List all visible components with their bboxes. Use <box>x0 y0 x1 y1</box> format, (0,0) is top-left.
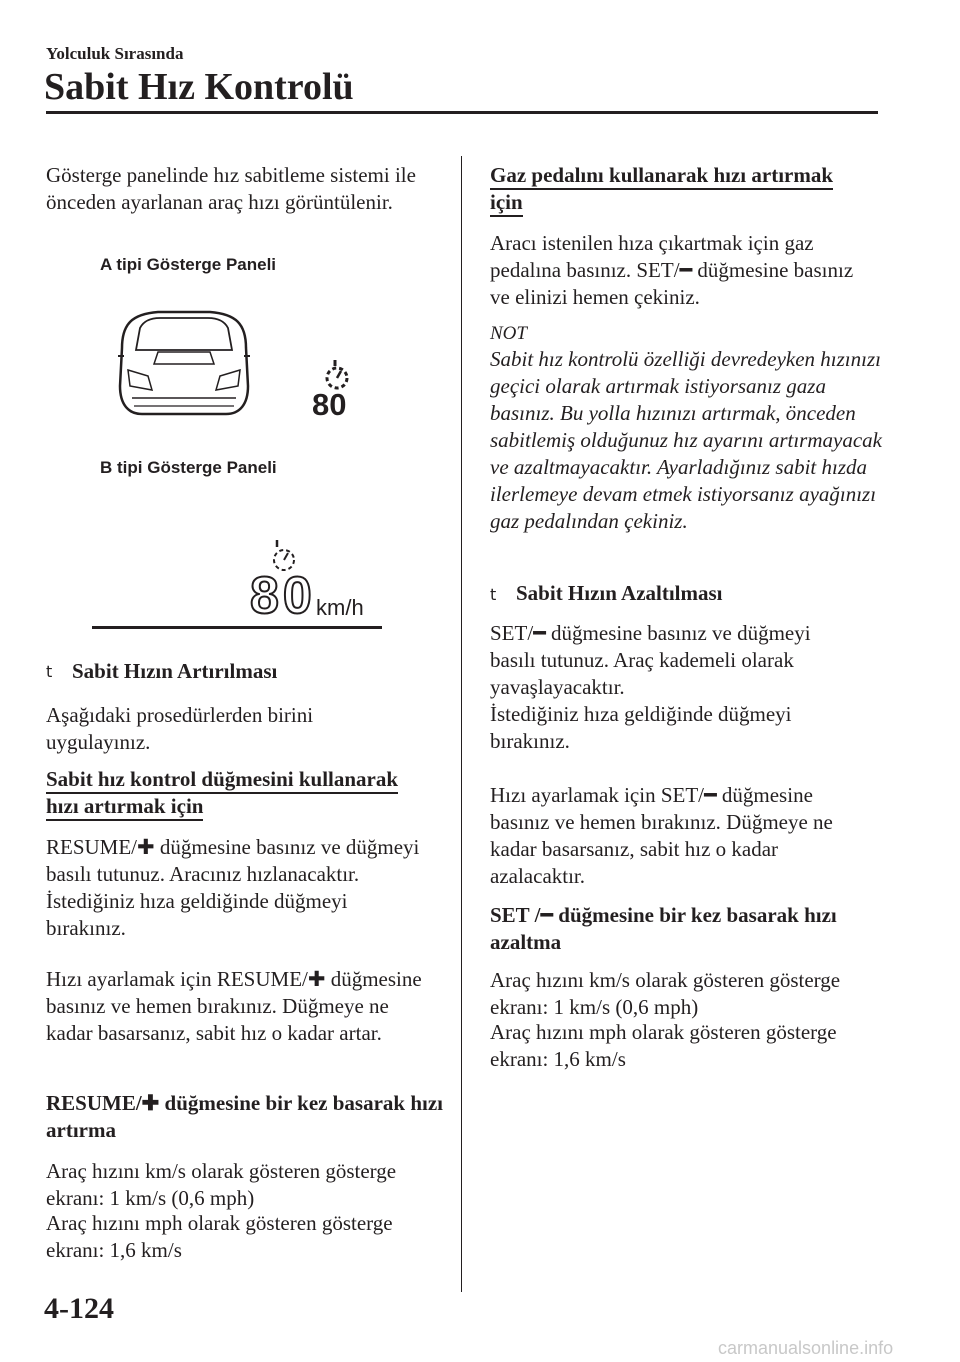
gas-paragraph: Aracı istenilen hıza çıkartmak için gaz pedalına basınız. SET/━ düğmesine basınız ve elinizi hemen çekiniz. <box>490 231 854 309</box>
panel-a-label: A tipi Gösterge Paneli <box>100 255 277 274</box>
panel-b-unit: km/h <box>316 595 364 620</box>
watermark: carmanualsonline.info <box>718 1338 894 1358</box>
gas-heading: Gaz pedalını kullanarak hızı artırmak için <box>490 162 890 216</box>
note-text: Sabit hız kontrolü özelliği devredeyken hızınızı geçici olarak artırmak istiyorsanız gaza basınız. Bu yolla hızınızı artırmak, önceden sabitlemiş olduğunuz hız ayarını artırmayacak ve azaltmayacaktır. Ayarladığınız sabit hızda ilerlemeye devam etmek istiyorsanız ayağınızı gaz pedalından çekiniz. <box>490 347 882 533</box>
intro-text: Gösterge panelinde hız sabitleme sistemi ile önceden ayarlanan araç hızı görüntülenir. <box>46 163 416 214</box>
car-icon <box>100 290 400 440</box>
section-label: Yolculuk Sırasında <box>46 44 184 63</box>
decrease-paragraph-5: Araç hızını mph olarak gösteren gösterge ekranı: 1,6 km/s <box>490 1020 837 1071</box>
increase-paragraph-4: Araç hızını mph olarak gösteren gösterge ekranı: 1,6 km/s <box>46 1211 393 1262</box>
page-number: 4-124 <box>44 1292 114 1325</box>
decrease-paragraph-2: İstediğiniz hıza geldiğinde düğmeyi bırakınız. <box>490 702 792 753</box>
panel-b-speed: 80 <box>250 567 316 625</box>
decrease-subheading: SET /━ düğmesine bir kez basarak hızı azaltma <box>490 903 837 954</box>
bullet-icon: t <box>46 662 53 681</box>
increase-heading: Sabit Hızın Artırılması <box>72 659 278 683</box>
panel-a-illustration <box>100 290 400 440</box>
note-title: NOT <box>490 323 527 344</box>
column-divider <box>461 156 462 1292</box>
increase-paragraph-2: Hızı ayarlamak için RESUME/✚ düğmesine basınız ve hemen bırakınız. Düğmeye ne kadar basarsanız, sabit hız o kadar artar. <box>46 967 422 1045</box>
increase-intro: Aşağıdaki prosedürlerden birini uygulayınız. <box>46 703 314 754</box>
bullet-icon: t <box>490 585 497 604</box>
increase-subheading-2: RESUME/✚ düğmesine bir kez basarak hızı artırma <box>46 1091 444 1142</box>
decrease-paragraph-1: SET/━ düğmesine basınız ve düğmeyi basılı tutunuz. Araç kademeli olarak yavaşlayacaktır. <box>490 621 811 699</box>
panel-a-speed: 80 <box>312 387 347 422</box>
panel-b-baseline <box>92 626 382 629</box>
decrease-paragraph-3: Hızı ayarlamak için SET/━ düğmesine basınız ve hemen bırakınız. Düğmeye ne kadar basarsanız, sabit hız o kadar azalacaktır. <box>490 783 833 888</box>
increase-subheading-1: Sabit hız kontrol düğmesini kullanarak hızı artırmak için <box>46 766 446 820</box>
increase-paragraph-3: Araç hızını km/s olarak gösteren gösterge ekranı: 1 km/s (0,6 mph) <box>46 1159 397 1210</box>
page-title: Sabit Hız Kontrolü <box>44 66 354 108</box>
decrease-heading: Sabit Hızın Azaltılması <box>516 581 723 605</box>
decrease-paragraph-4: Araç hızını km/s olarak gösteren gösterge ekranı: 1 km/s (0,6 mph) <box>490 968 841 1019</box>
header-rule <box>46 111 878 114</box>
increase-paragraph-1: RESUME/✚ düğmesine basınız ve düğmeyi basılı tutunuz. Aracınız hızlanacaktır. İstediğiniz hıza geldiğinde düğmeyi bırakınız. <box>46 835 420 940</box>
panel-b-label: B tipi Gösterge Paneli <box>100 458 277 477</box>
